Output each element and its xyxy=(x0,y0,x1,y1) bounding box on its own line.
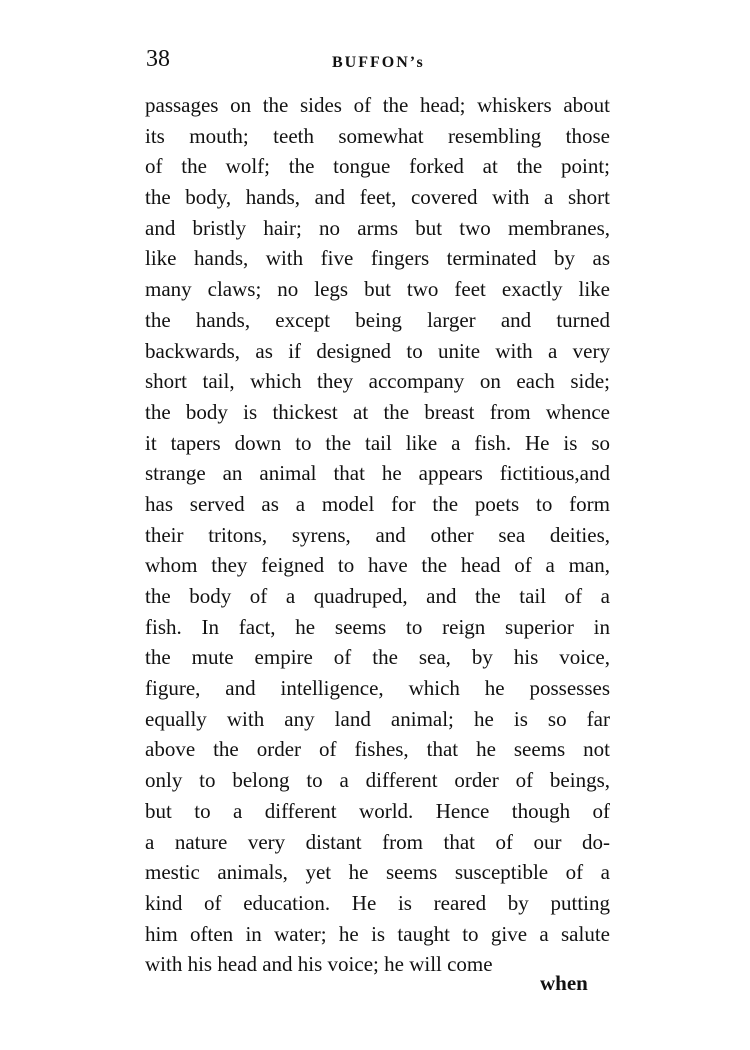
text-line: strange an animal that he appears fictitious,and xyxy=(145,461,610,486)
text-line: but to a different world. Hence though of xyxy=(145,798,610,823)
text-line: and bristly hair; no arms but two membranes, xyxy=(145,215,610,240)
body-text xyxy=(145,90,610,980)
text-line: the hands, except being larger and turned xyxy=(145,307,610,332)
text-line: a nature very distant from that of our do- xyxy=(145,829,610,854)
text-line: the body of a quadruped, and the tail of a xyxy=(145,584,610,608)
text-line: has served as a model for the poets to form xyxy=(145,491,610,516)
text-line: kind of education. He is reared by putting xyxy=(145,890,610,915)
catchword: when xyxy=(540,971,588,995)
text-line: mestic animals, yet he seems susceptible of a xyxy=(145,860,610,885)
text-line: backwards, as if designed to unite with a very xyxy=(145,338,610,363)
text-line: short tail, which they accompany on each side; xyxy=(145,369,610,394)
text-line: the body is thickest at the breast from whence xyxy=(145,399,610,424)
text-line: of the wolf; the tongue forked at the point; xyxy=(145,154,610,179)
text-line: passages on the sides of the head; whiskers about xyxy=(145,93,610,117)
text-line: the body, hands, and feet, covered with a short xyxy=(145,185,610,210)
text-line: like hands, with five fingers terminated by as xyxy=(145,246,610,271)
text-line: the mute empire of the sea, by his voice, xyxy=(145,645,610,670)
running-head: BUFFON’s xyxy=(332,54,425,71)
text-line: above the order of fishes, that he seems not xyxy=(145,737,610,762)
text-line: only to belong to a different order of beings, xyxy=(145,768,610,793)
page-header xyxy=(146,44,616,80)
text-line: equally with any land animal; he is so far xyxy=(145,706,610,731)
page-number: 38 xyxy=(146,46,170,72)
text-line: him often in water; he is taught to give a salute xyxy=(145,921,610,946)
text-line: with his head and his voice; he will come xyxy=(145,952,493,977)
text-line: their tritons, syrens, and other sea deities, xyxy=(145,522,610,547)
text-line: fish. In fact, he seems to reign superior in xyxy=(145,614,610,639)
text-line: whom they feigned to have the head of a man, xyxy=(145,553,610,578)
text-line: many claws; no legs but two feet exactly like xyxy=(145,277,610,302)
text-line: it tapers down to the tail like a fish. He is so xyxy=(145,430,610,455)
text-line: figure, and intelligence, which he possesses xyxy=(145,676,610,701)
text-line: its mouth; teeth somewhat resembling those xyxy=(145,123,610,148)
